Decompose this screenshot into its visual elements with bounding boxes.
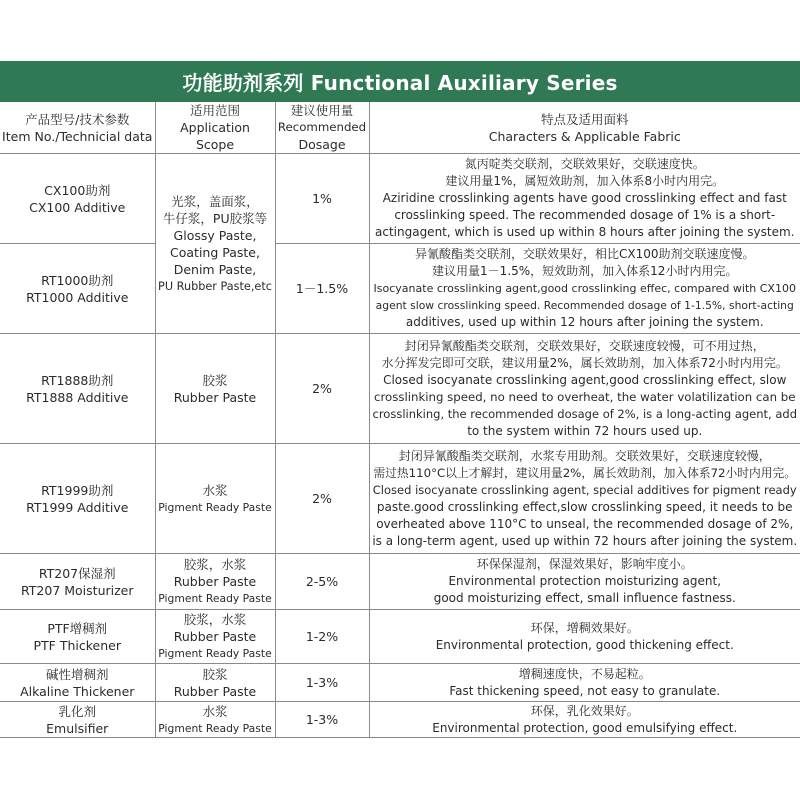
dosage-value: 1-3% bbox=[305, 675, 339, 690]
scope-line: 胶浆，水浆 bbox=[183, 557, 247, 572]
feature-line: Closed isocyanate crosslinking agent,good crosslinking effect, slow bbox=[383, 372, 787, 387]
scope-line: 光浆，盖面浆， bbox=[171, 193, 259, 209]
product-name-cn: 碱性增稠剂 bbox=[45, 666, 109, 682]
scope-line: PU Rubber Paste,etc bbox=[158, 279, 272, 293]
feature-line: crosslinking, the recommended dosage of 2%, is a long-acting agent, add bbox=[372, 406, 797, 421]
features-cell bbox=[369, 610, 800, 664]
header-item-no bbox=[0, 102, 155, 154]
features-cell bbox=[369, 664, 800, 702]
header-row bbox=[0, 102, 800, 154]
feature-line: crosslinking speed, no need to overheat, the water volatilization can be bbox=[374, 389, 796, 404]
table-row bbox=[0, 444, 800, 554]
feature-line: 异氰酸酯类交联剂，交联效果好，相比CX100助剂交联速度慢。 bbox=[414, 247, 755, 261]
features-cell bbox=[369, 154, 800, 244]
scope-line: Rubber Paste bbox=[173, 389, 257, 405]
table-row bbox=[0, 154, 800, 244]
header-scope-cn: 适用范围 bbox=[189, 103, 240, 118]
series-title-banner bbox=[0, 61, 800, 102]
table-row bbox=[0, 702, 800, 738]
dosage-cell bbox=[275, 702, 369, 738]
product-name-cn: RT207保湿剂 bbox=[38, 565, 116, 581]
features-cell bbox=[369, 444, 800, 554]
dosage-value: 2% bbox=[312, 491, 332, 506]
product-name-cell bbox=[0, 154, 155, 244]
product-name-en: Alkaline Thickener bbox=[20, 683, 135, 699]
dosage-cell bbox=[275, 244, 369, 334]
feature-line: is a long-term agent, used up within 72 hours after joining the system. bbox=[372, 533, 798, 548]
features-cell bbox=[369, 554, 800, 610]
header-dosage-cn: 建议使用量 bbox=[290, 103, 354, 118]
feature-line: Environmental protection moisturizing agent, bbox=[448, 574, 722, 588]
table-row bbox=[0, 334, 800, 444]
table-row bbox=[0, 664, 800, 702]
product-name-cell bbox=[0, 244, 155, 334]
feature-line: 增稠速度快，不易起粒。 bbox=[518, 666, 651, 681]
feature-line: to the system within 72 hours used up. bbox=[467, 423, 703, 438]
header-dosage-en-1: Recommended bbox=[277, 120, 367, 134]
feature-line: 环保，增稠效果好。 bbox=[530, 620, 639, 635]
feature-line: paste.good crosslinking effect,slow crosslinking speed, it needs to be bbox=[376, 499, 793, 514]
scope-line: Rubber Paste bbox=[173, 574, 257, 589]
features-cell bbox=[369, 334, 800, 444]
feature-line: 封闭异氰酸酯类交联剂，水浆专用助剂。交联效果好，交联速度较慢， bbox=[398, 448, 771, 463]
product-name-cell bbox=[0, 664, 155, 702]
scope-cell bbox=[155, 610, 275, 664]
dosage-cell bbox=[275, 610, 369, 664]
scope-line: 胶浆 bbox=[202, 372, 228, 388]
feature-line: 建议用量1－1.5%，短效助剂，加入体系12小时内用完。 bbox=[432, 264, 738, 278]
header-dosage-en-2: Dosage bbox=[298, 137, 346, 152]
header-features-en: Characters & Applicable Fabric bbox=[488, 128, 681, 144]
feature-line: overheated above 110°C to unseal, the recommended dosage of 2%, bbox=[376, 516, 794, 531]
feature-line: 环保保湿剂，保湿效果好，影响牢度小。 bbox=[476, 557, 693, 571]
product-name-cn: RT1999助剂 bbox=[41, 482, 114, 498]
dosage-cell bbox=[275, 554, 369, 610]
dosage-cell bbox=[275, 154, 369, 244]
product-name-cn: RT1000助剂 bbox=[41, 272, 114, 288]
product-name-en: CX100 Additive bbox=[29, 199, 126, 215]
scope-line: Rubber Paste bbox=[173, 683, 257, 699]
scope-line: 胶浆 bbox=[202, 666, 228, 682]
product-name-en: PTF Thickener bbox=[33, 637, 121, 653]
feature-line: Environmental protection, good thickening effect. bbox=[435, 637, 734, 652]
functional-auxiliary-table bbox=[0, 102, 800, 738]
scope-cell-shared bbox=[155, 154, 275, 334]
dosage-value: 1% bbox=[312, 191, 332, 206]
product-name-cell bbox=[0, 702, 155, 738]
scope-line: Pigment Ready Paste bbox=[158, 592, 272, 605]
scope-line: 水浆 bbox=[202, 703, 228, 719]
product-name-cell bbox=[0, 554, 155, 610]
table-row bbox=[0, 554, 800, 610]
feature-line: 需过热110°C以上才解封，建议用量2%，属长效助剂，加入体系72小时内用完。 bbox=[373, 465, 797, 480]
feature-line: 建议用量1%，属短效助剂，加入体系8小时内用完。 bbox=[445, 174, 725, 188]
product-name-cell bbox=[0, 610, 155, 664]
dosage-value: 1-2% bbox=[305, 629, 339, 644]
header-item-no-cn: 产品型号/技术参数 bbox=[25, 111, 130, 127]
scope-cell bbox=[155, 554, 275, 610]
feature-line: agent slow crosslinking speed. Recommended dosage of 1-1.5%, short-acting bbox=[375, 299, 794, 312]
scope-cell bbox=[155, 444, 275, 554]
scope-line: 水浆 bbox=[202, 482, 228, 498]
feature-line: 氮丙啶类交联剂，交联效果好，交联速度快。 bbox=[464, 157, 705, 171]
header-scope-en-2: Scope bbox=[195, 137, 235, 152]
feature-line: crosslinking speed. The recommended dosage of 1% is a short- bbox=[394, 208, 776, 222]
header-item-no-en: Item No./Technicial data bbox=[2, 128, 153, 144]
features-cell bbox=[369, 244, 800, 334]
dosage-value: 1-3% bbox=[305, 712, 339, 727]
feature-line: actingagent, which is used up within 8 hours after joining the system. bbox=[375, 225, 795, 239]
feature-line: Environmental protection, good emulsifying effect. bbox=[432, 720, 738, 735]
table-row bbox=[0, 610, 800, 664]
feature-line: 环保，乳化效果好。 bbox=[530, 703, 639, 718]
dosage-cell bbox=[275, 444, 369, 554]
table-row bbox=[0, 244, 800, 334]
product-name-en: RT1000 Additive bbox=[26, 289, 129, 305]
scope-line: 牛仔浆，PU胶浆等 bbox=[162, 210, 268, 226]
feature-line: Isocyanate crosslinking agent,good crosslinking effec, compared with CX100 bbox=[373, 282, 796, 295]
feature-line: Closed isocyanate crosslinking agent, special additives for pigment ready bbox=[372, 482, 797, 497]
scope-line: Pigment Ready Paste bbox=[158, 647, 272, 660]
scope-line: Glossy Paste, bbox=[173, 227, 257, 243]
product-name-cn: 乳化剂 bbox=[58, 703, 96, 719]
header-recommended-dosage bbox=[275, 102, 369, 154]
scope-line: Denim Paste, bbox=[173, 261, 257, 277]
scope-cell bbox=[155, 664, 275, 702]
dosage-value: 1－1.5% bbox=[295, 281, 349, 296]
scope-line: Pigment Ready Paste bbox=[158, 721, 272, 735]
feature-line: additives, used up within 12 hours after joining the system. bbox=[405, 315, 764, 329]
product-name-en: RT1888 Additive bbox=[26, 389, 129, 405]
product-name-cell bbox=[0, 444, 155, 554]
scope-cell bbox=[155, 702, 275, 738]
dosage-cell bbox=[275, 334, 369, 444]
scope-line: Coating Paste, bbox=[170, 244, 260, 260]
header-scope-en-1: Application bbox=[180, 120, 250, 135]
scope-line: Pigment Ready Paste bbox=[158, 500, 272, 514]
features-cell bbox=[369, 702, 800, 738]
product-name-cn: CX100助剂 bbox=[44, 182, 111, 198]
header-application-scope bbox=[155, 102, 275, 154]
product-name-cell bbox=[0, 334, 155, 444]
product-name-en: RT1999 Additive bbox=[26, 499, 129, 515]
feature-line: good moisturizing effect, small influence fastness. bbox=[433, 591, 736, 605]
header-features-cn: 特点及适用面料 bbox=[540, 111, 629, 127]
feature-line: Aziridine crosslinking agents have good crosslinking effect and fast bbox=[382, 191, 787, 205]
product-name-cn: RT1888助剂 bbox=[41, 372, 114, 388]
feature-line: 封闭异氰酸酯类交联剂，交联效果好，交联速度较慢，可不用过热， bbox=[404, 338, 765, 353]
dosage-value: 2-5% bbox=[305, 574, 339, 589]
scope-line: 胶浆，水浆 bbox=[183, 612, 247, 627]
product-name-en: RT207 Moisturizer bbox=[21, 582, 134, 598]
series-title: 功能助剂系列 Functional Auxiliary Series bbox=[182, 71, 618, 95]
product-name-en: Emulsifier bbox=[46, 720, 109, 736]
feature-line: 水分挥发完即可交联，建议用量2%，属长效助剂，加入体系72小时内用完。 bbox=[381, 355, 788, 370]
feature-line: Fast thickening speed, not easy to granulate. bbox=[449, 683, 721, 698]
dosage-value: 2% bbox=[312, 381, 332, 396]
scope-cell bbox=[155, 334, 275, 444]
product-name-cn: PTF增稠剂 bbox=[47, 620, 108, 636]
header-characters-fabric bbox=[369, 102, 800, 154]
scope-line: Rubber Paste bbox=[173, 629, 257, 644]
dosage-cell bbox=[275, 664, 369, 702]
